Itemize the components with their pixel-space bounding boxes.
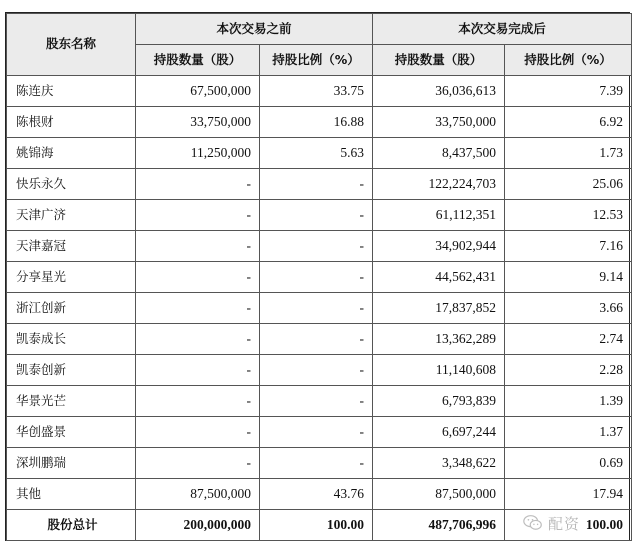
cell-before-ratio: - bbox=[260, 355, 373, 386]
cell-before-shares: - bbox=[136, 262, 260, 293]
cell-before-shares: - bbox=[136, 169, 260, 200]
cell-after-ratio: 2.74 bbox=[505, 324, 632, 355]
cell-before-shares: 67,500,000 bbox=[136, 76, 260, 107]
cell-after-ratio: 100.00 bbox=[505, 510, 632, 541]
cell-after-ratio: 1.73 bbox=[505, 138, 632, 169]
header-before-shares: 持股数量（股） bbox=[136, 45, 260, 76]
cell-shareholder-name: 分享星光 bbox=[7, 262, 136, 293]
cell-shareholder-name: 华创盛景 bbox=[7, 417, 136, 448]
cell-before-shares: - bbox=[136, 448, 260, 479]
header-shareholder-name: 股东名称 bbox=[7, 14, 136, 76]
total-row bbox=[7, 510, 632, 541]
cell-after-shares: 44,562,431 bbox=[373, 262, 505, 293]
cell-before-ratio: - bbox=[260, 448, 373, 479]
cell-after-ratio: 9.14 bbox=[505, 262, 632, 293]
cell-shareholder-name: 华景光芒 bbox=[7, 386, 136, 417]
cell-after-ratio: 1.39 bbox=[505, 386, 632, 417]
table-row bbox=[7, 231, 632, 262]
cell-shareholder-name: 陈连庆 bbox=[7, 76, 136, 107]
header-after-shares: 持股数量（股） bbox=[373, 45, 505, 76]
cell-before-ratio: - bbox=[260, 293, 373, 324]
cell-shareholder-name: 凯泰创新 bbox=[7, 355, 136, 386]
table-row bbox=[7, 448, 632, 479]
table-row bbox=[7, 386, 632, 417]
table-row bbox=[7, 200, 632, 231]
cell-after-shares: 87,500,000 bbox=[373, 479, 505, 510]
cell-shareholder-name: 天津嘉冠 bbox=[7, 231, 136, 262]
cell-before-ratio: - bbox=[260, 231, 373, 262]
cell-after-ratio: 25.06 bbox=[505, 169, 632, 200]
cell-after-ratio: 12.53 bbox=[505, 200, 632, 231]
header-row-group bbox=[7, 14, 632, 45]
cell-after-ratio: 3.66 bbox=[505, 293, 632, 324]
cell-before-ratio: 33.75 bbox=[260, 76, 373, 107]
cell-shareholder-name: 陈根财 bbox=[7, 107, 136, 138]
cell-before-ratio: 5.63 bbox=[260, 138, 373, 169]
cell-after-shares: 17,837,852 bbox=[373, 293, 505, 324]
cell-before-shares: 33,750,000 bbox=[136, 107, 260, 138]
shareholding-table-frame bbox=[5, 12, 630, 541]
cell-after-shares: 6,793,839 bbox=[373, 386, 505, 417]
table-row bbox=[7, 76, 632, 107]
cell-shareholder-name: 深圳鹏瑞 bbox=[7, 448, 136, 479]
watermark-text: 配资 bbox=[548, 514, 581, 533]
cell-shareholder-name: 快乐永久 bbox=[7, 169, 136, 200]
table-row bbox=[7, 138, 632, 169]
cell-after-ratio: 1.37 bbox=[505, 417, 632, 448]
table-row bbox=[7, 355, 632, 386]
cell-before-ratio: - bbox=[260, 262, 373, 293]
cell-after-ratio: 7.39 bbox=[505, 76, 632, 107]
cell-after-shares: 11,140,608 bbox=[373, 355, 505, 386]
shareholding-table bbox=[6, 13, 632, 541]
cell-before-ratio: - bbox=[260, 324, 373, 355]
cell-after-shares: 6,697,244 bbox=[373, 417, 505, 448]
cell-after-ratio: 0.69 bbox=[505, 448, 632, 479]
header-before-transaction: 本次交易之前 bbox=[136, 14, 373, 45]
cell-after-shares: 8,437,500 bbox=[373, 138, 505, 169]
cell-before-shares: - bbox=[136, 293, 260, 324]
cell-before-shares: - bbox=[136, 200, 260, 231]
cell-after-ratio: 17.94 bbox=[505, 479, 632, 510]
cell-before-ratio: 16.88 bbox=[260, 107, 373, 138]
cell-before-ratio: - bbox=[260, 200, 373, 231]
table-row bbox=[7, 324, 632, 355]
cell-before-ratio: - bbox=[260, 386, 373, 417]
cell-shareholder-name: 姚锦海 bbox=[7, 138, 136, 169]
cell-shareholder-name: 其他 bbox=[7, 479, 136, 510]
cell-before-shares: - bbox=[136, 417, 260, 448]
table-body bbox=[7, 76, 632, 541]
cell-before-shares: - bbox=[136, 324, 260, 355]
cell-after-shares: 13,362,289 bbox=[373, 324, 505, 355]
cell-shareholder-name: 天津广济 bbox=[7, 200, 136, 231]
cell-before-shares: 87,500,000 bbox=[136, 479, 260, 510]
cell-before-shares: - bbox=[136, 231, 260, 262]
cell-after-shares: 61,112,351 bbox=[373, 200, 505, 231]
cell-after-shares: 122,224,703 bbox=[373, 169, 505, 200]
cell-before-shares: 11,250,000 bbox=[136, 138, 260, 169]
table-row bbox=[7, 169, 632, 200]
cell-after-shares: 487,706,996 bbox=[373, 510, 505, 541]
header-after-transaction: 本次交易完成后 bbox=[373, 14, 632, 45]
cell-before-ratio: 43.76 bbox=[260, 479, 373, 510]
cell-before-shares: - bbox=[136, 355, 260, 386]
cell-before-ratio: - bbox=[260, 417, 373, 448]
cell-before-ratio: 100.00 bbox=[260, 510, 373, 541]
table-row bbox=[7, 417, 632, 448]
cell-after-ratio: 6.92 bbox=[505, 107, 632, 138]
header-before-ratio: 持股比例（%） bbox=[260, 45, 373, 76]
table-row bbox=[7, 479, 632, 510]
cell-after-shares: 34,902,944 bbox=[373, 231, 505, 262]
cell-after-shares: 33,750,000 bbox=[373, 107, 505, 138]
cell-after-ratio: 2.28 bbox=[505, 355, 632, 386]
cell-before-shares: - bbox=[136, 386, 260, 417]
header-after-ratio: 持股比例（%） bbox=[505, 45, 632, 76]
table-row bbox=[7, 262, 632, 293]
cell-shareholder-name: 凯泰成长 bbox=[7, 324, 136, 355]
cell-shareholder-name: 浙江创新 bbox=[7, 293, 136, 324]
table-row bbox=[7, 293, 632, 324]
cell-before-ratio: - bbox=[260, 169, 373, 200]
cell-after-shares: 3,348,622 bbox=[373, 448, 505, 479]
cell-before-shares: 200,000,000 bbox=[136, 510, 260, 541]
cell-after-ratio: 7.16 bbox=[505, 231, 632, 262]
table-row bbox=[7, 107, 632, 138]
cell-after-shares: 36,036,613 bbox=[373, 76, 505, 107]
cell-shareholder-name: 股份总计 bbox=[7, 510, 136, 541]
